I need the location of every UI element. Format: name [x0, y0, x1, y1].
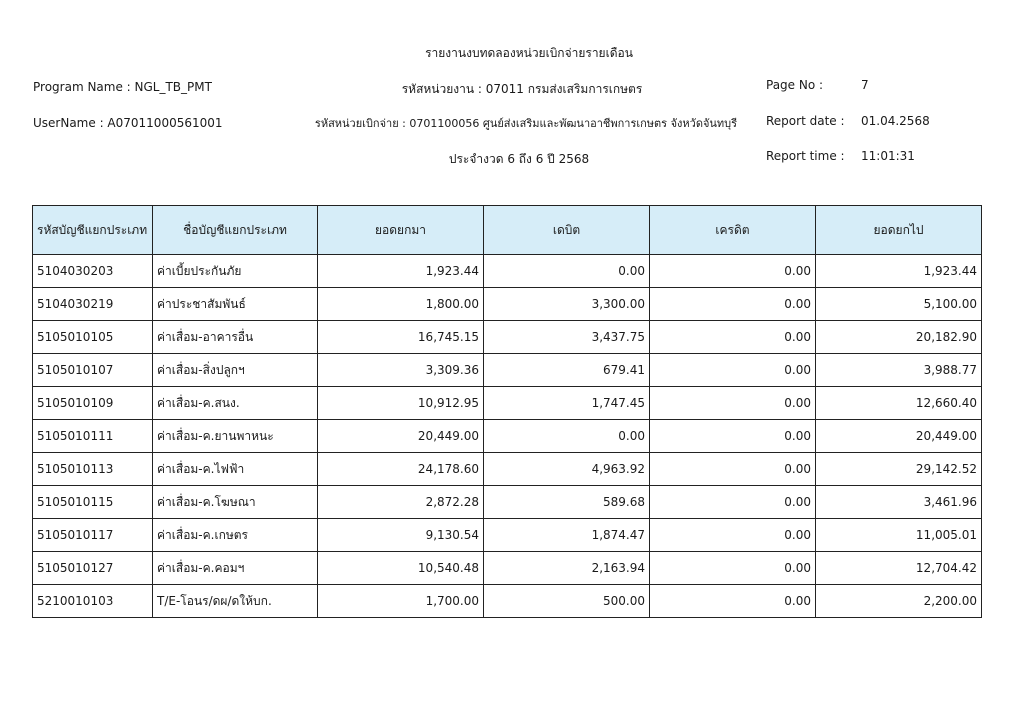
table-row — [33, 387, 982, 420]
table-header-row — [33, 206, 982, 255]
trial-balance-table — [32, 205, 982, 618]
account-code: 5105010117 — [33, 519, 153, 552]
account-name: ค่าประชาสัมพันธ์ — [153, 288, 318, 321]
brought-forward: 10,912.95 — [318, 387, 484, 420]
table-row — [33, 420, 982, 453]
debit: 679.41 — [484, 354, 650, 387]
brought-forward: 9,130.54 — [318, 519, 484, 552]
disbursement-unit: รหัสหน่วยเบิกจ่าย : 0701100056 ศูนย์ส่งเสริมและพัฒนาอาชีพการเกษตร จังหวัดจันทบุรี — [314, 117, 738, 130]
account-code: 5104030219 — [33, 288, 153, 321]
table-row — [33, 453, 982, 486]
account-name: ค่าเสื่อม-ค.สนง. — [153, 387, 318, 420]
account-name: ค่าเสื่อม-สิ่งปลูกฯ — [153, 354, 318, 387]
account-code: 5105010105 — [33, 321, 153, 354]
credit: 0.00 — [650, 420, 816, 453]
credit: 0.00 — [650, 486, 816, 519]
debit: 1,747.45 — [484, 387, 650, 420]
account-code: 5105010127 — [33, 552, 153, 585]
table-row — [33, 321, 982, 354]
account-name: ค่าเบี้ยประกันภัย — [153, 255, 318, 288]
table-row — [33, 354, 982, 387]
account-name: ค่าเสื่อม-อาคารอื่น — [153, 321, 318, 354]
credit: 0.00 — [650, 354, 816, 387]
report-period: ประจำงวด 6 ถึง 6 ปี 2568 — [448, 152, 590, 166]
brought-forward: 1,800.00 — [318, 288, 484, 321]
credit: 0.00 — [650, 585, 816, 618]
brought-forward: 3,309.36 — [318, 354, 484, 387]
table-row — [33, 486, 982, 519]
carried-forward: 1,923.44 — [816, 255, 982, 288]
credit: 0.00 — [650, 321, 816, 354]
brought-forward: 24,178.60 — [318, 453, 484, 486]
credit: 0.00 — [650, 288, 816, 321]
carried-forward: 20,182.90 — [816, 321, 982, 354]
report-time-label: Report time : — [766, 149, 845, 163]
debit: 2,163.94 — [484, 552, 650, 585]
credit: 0.00 — [650, 387, 816, 420]
carried-forward: 11,005.01 — [816, 519, 982, 552]
account-code: 5105010109 — [33, 387, 153, 420]
debit: 4,963.92 — [484, 453, 650, 486]
report-time-value: 11:01:31 — [861, 149, 915, 163]
account-name: ค่าเสื่อม-ค.โฆษณา — [153, 486, 318, 519]
user-name: UserName : A07011000561001 — [33, 116, 223, 130]
account-name: ค่าเสื่อม-ค.คอมฯ — [153, 552, 318, 585]
brought-forward: 1,923.44 — [318, 255, 484, 288]
column-header-debit: เดบิต — [484, 206, 650, 255]
page-no-label: Page No : — [766, 78, 824, 92]
report-date-value: 01.04.2568 — [861, 114, 930, 128]
account-code: 5105010115 — [33, 486, 153, 519]
column-header-carried-forward: ยอดยกไป — [816, 206, 982, 255]
debit: 0.00 — [484, 255, 650, 288]
credit: 0.00 — [650, 519, 816, 552]
column-header-brought-forward: ยอดยกมา — [318, 206, 484, 255]
brought-forward: 10,540.48 — [318, 552, 484, 585]
carried-forward: 3,461.96 — [816, 486, 982, 519]
carried-forward: 12,660.40 — [816, 387, 982, 420]
report-title: รายงานงบทดลองหน่วยเบิกจ่ายรายเดือน — [425, 46, 633, 60]
account-code: 5105010107 — [33, 354, 153, 387]
carried-forward: 5,100.00 — [816, 288, 982, 321]
column-header-credit: เครดิต — [650, 206, 816, 255]
account-name: T/E-โอนร/ดผ/ดให้บก. — [153, 585, 318, 618]
debit: 0.00 — [484, 420, 650, 453]
debit: 589.68 — [484, 486, 650, 519]
page-no-value: 7 — [861, 78, 869, 92]
carried-forward: 20,449.00 — [816, 420, 982, 453]
debit: 1,874.47 — [484, 519, 650, 552]
brought-forward: 16,745.15 — [318, 321, 484, 354]
column-header-account-name: ชื่อบัญชีแยกประเภท — [153, 206, 318, 255]
account-code: 5105010111 — [33, 420, 153, 453]
table-row — [33, 255, 982, 288]
credit: 0.00 — [650, 255, 816, 288]
table-row — [33, 288, 982, 321]
carried-forward: 2,200.00 — [816, 585, 982, 618]
account-code: 5105010113 — [33, 453, 153, 486]
debit: 500.00 — [484, 585, 650, 618]
agency-code: รหัสหน่วยงาน : 07011 กรมส่งเสริมการเกษตร — [401, 82, 643, 96]
table-row — [33, 519, 982, 552]
account-code: 5104030203 — [33, 255, 153, 288]
account-name: ค่าเสื่อม-ค.ยานพาหนะ — [153, 420, 318, 453]
table-row — [33, 585, 982, 618]
debit: 3,300.00 — [484, 288, 650, 321]
account-code: 5210010103 — [33, 585, 153, 618]
brought-forward: 20,449.00 — [318, 420, 484, 453]
carried-forward: 12,704.42 — [816, 552, 982, 585]
account-name: ค่าเสื่อม-ค.เกษตร — [153, 519, 318, 552]
program-name: Program Name : NGL_TB_PMT — [33, 80, 212, 94]
carried-forward: 3,988.77 — [816, 354, 982, 387]
column-header-account-code: รหัสบัญชีแยกประเภท — [33, 206, 153, 255]
carried-forward: 29,142.52 — [816, 453, 982, 486]
brought-forward: 2,872.28 — [318, 486, 484, 519]
credit: 0.00 — [650, 552, 816, 585]
report-date-label: Report date : — [766, 114, 845, 128]
credit: 0.00 — [650, 453, 816, 486]
account-name: ค่าเสื่อม-ค.ไฟฟ้า — [153, 453, 318, 486]
brought-forward: 1,700.00 — [318, 585, 484, 618]
table-row — [33, 552, 982, 585]
debit: 3,437.75 — [484, 321, 650, 354]
